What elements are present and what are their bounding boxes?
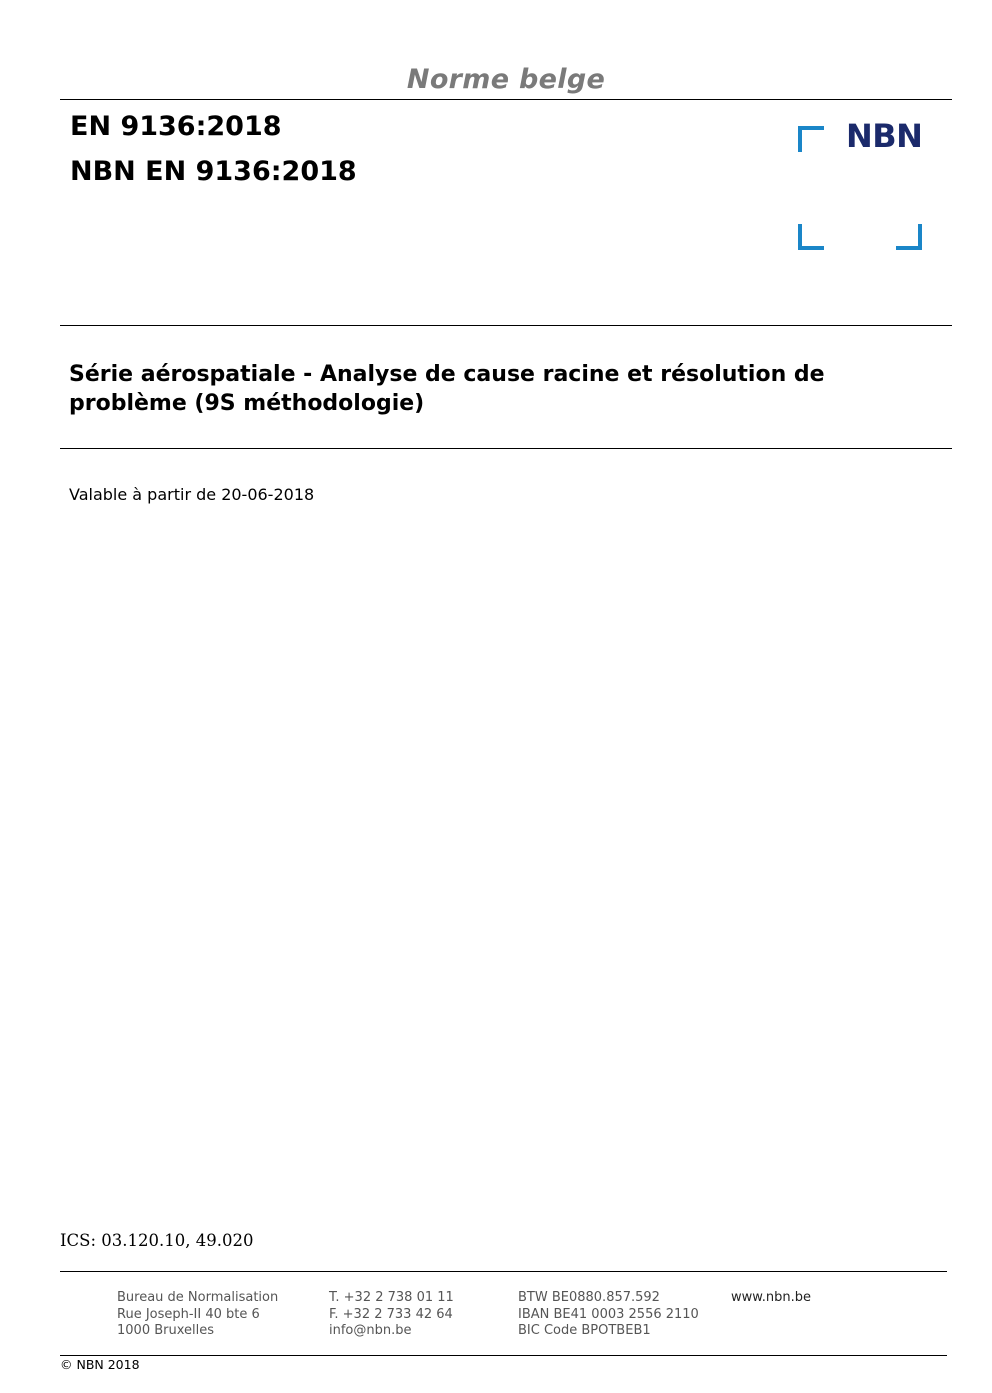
document-type-label: Norme belge bbox=[406, 64, 606, 95]
top-divider bbox=[60, 99, 952, 100]
logo-corner-bottom-right-icon bbox=[896, 224, 922, 250]
footer-address-line: Rue Joseph-II 40 bte 6 bbox=[117, 1306, 260, 1322]
title-top-divider bbox=[60, 325, 952, 326]
footer-bank bbox=[518, 1290, 699, 1340]
footer-website-link[interactable]: www.nbn.be bbox=[731, 1290, 811, 1305]
copyright: © NBN 2018 bbox=[60, 1357, 140, 1372]
footer-address-line: 1000 Bruxelles bbox=[117, 1323, 215, 1338]
document-title: Série aérospatiale - Analyse de cause racine et résolution de problème (9S méthodologie) bbox=[69, 362, 825, 416]
validity-date: Valable à partir de 20-06-2018 bbox=[69, 485, 315, 504]
nbn-standard-number: NBN EN 9136:2018 bbox=[70, 156, 357, 187]
en-standard-number: EN 9136:2018 bbox=[70, 111, 282, 142]
logo-corner-top-left-icon bbox=[798, 126, 824, 152]
footer-bottom-divider bbox=[60, 1355, 947, 1356]
footer-contact bbox=[329, 1290, 454, 1340]
ics-codes: ICS: 03.120.10, 49.020 bbox=[60, 1231, 254, 1250]
footer-address bbox=[117, 1290, 278, 1340]
footer-address-line: Bureau de Normalisation bbox=[117, 1290, 279, 1305]
footer-top-divider bbox=[60, 1271, 947, 1272]
footer-fax: F. +32 2 733 42 64 bbox=[329, 1306, 453, 1322]
title-bottom-divider bbox=[60, 448, 952, 449]
footer-phone: T. +32 2 738 01 11 bbox=[329, 1290, 454, 1305]
logo-corner-bottom-left-icon bbox=[798, 224, 824, 250]
footer-iban: IBAN BE41 0003 2556 2110 bbox=[518, 1306, 699, 1322]
nbn-logo-text: NBN bbox=[846, 117, 923, 155]
footer-bic: BIC Code BPOTBEB1 bbox=[518, 1323, 651, 1338]
footer-email-link[interactable]: info@nbn.be bbox=[329, 1323, 412, 1338]
footer-vat: BTW BE0880.857.592 bbox=[518, 1290, 660, 1305]
